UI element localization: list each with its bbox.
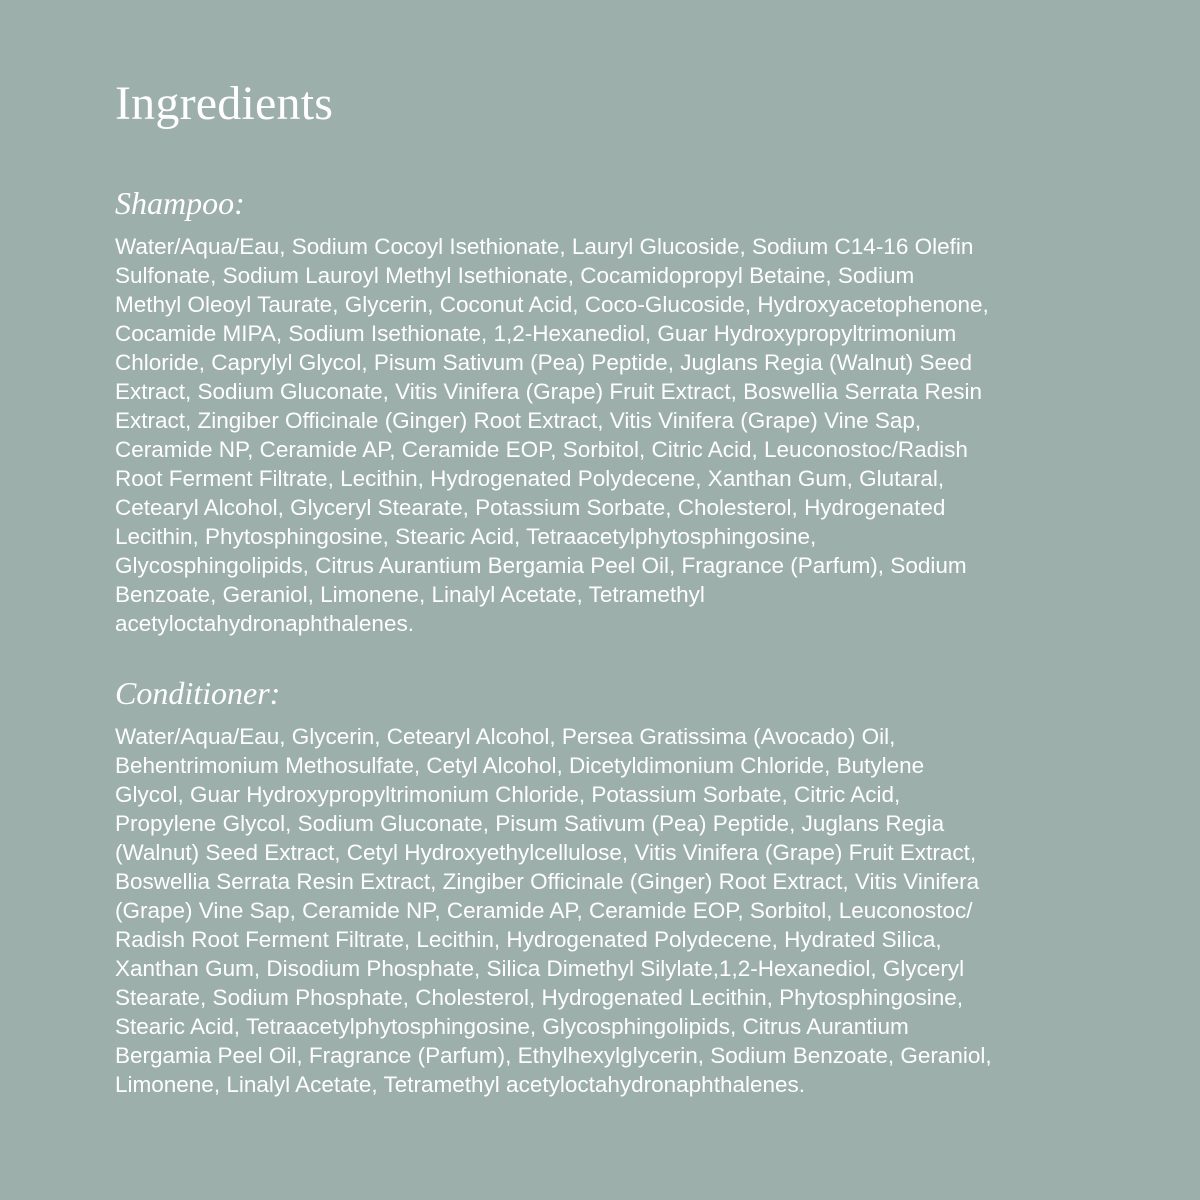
ingredient-line: Bergamia Peel Oil, Fragrance (Parfum), Ethylhexylglycerin, Sodium Benzoate, Geraniol,	[115, 1043, 992, 1068]
ingredient-line: Root Ferment Filtrate, Lecithin, Hydrogenated Polydecene, Xanthan Gum, Glutaral,	[115, 466, 945, 491]
ingredient-line: Benzoate, Geraniol, Limonene, Linalyl Acetate, Tetramethyl	[115, 582, 705, 607]
ingredient-line: Extract, Zingiber Officinale (Ginger) Root Extract, Vitis Vinifera (Grape) Vine Sap,	[115, 408, 922, 433]
page-title: Ingredients	[115, 77, 334, 130]
ingredient-line: (Grape) Vine Sap, Ceramide NP, Ceramide AP, Ceramide EOP, Sorbitol, Leuconostoc/	[115, 898, 973, 923]
ingredient-line: acetyloctahydronaphthalenes.	[115, 611, 414, 636]
ingredient-line: Behentrimonium Methosulfate, Cetyl Alcohol, Dicetyldimonium Chloride, Butylene	[115, 753, 925, 778]
ingredient-line: Ceramide NP, Ceramide AP, Ceramide EOP, Sorbitol, Citric Acid, Leuconostoc/Radish	[115, 437, 968, 462]
ingredient-line: Methyl Oleoyl Taurate, Glycerin, Coconut Acid, Coco-Glucoside, Hydroxyacetophenone,	[115, 292, 989, 317]
ingredient-line: Limonene, Linalyl Acetate, Tetramethyl acetyloctahydronaphthalenes.	[115, 1072, 806, 1097]
ingredient-line: (Walnut) Seed Extract, Cetyl Hydroxyethylcellulose, Vitis Vinifera (Grape) Fruit Extract,	[115, 840, 977, 865]
ingredient-line: Radish Root Ferment Filtrate, Lecithin, Hydrogenated Polydecene, Hydrated Silica,	[115, 927, 942, 952]
ingredient-line: Boswellia Serrata Resin Extract, Zingiber Officinale (Ginger) Root Extract, Vitis Vinifera	[115, 869, 980, 894]
shampoo-ingredients	[115, 232, 1105, 638]
ingredient-line: Cocamide MIPA, Sodium Isethionate, 1,2-Hexanediol, Guar Hydroxypropyltrimonium	[115, 321, 957, 346]
ingredient-line: Glycosphingolipids, Citrus Aurantium Bergamia Peel Oil, Fragrance (Parfum), Sodium	[115, 553, 967, 578]
ingredient-line: Extract, Sodium Gluconate, Vitis Vinifera (Grape) Fruit Extract, Boswellia Serrata Resin	[115, 379, 983, 404]
conditioner-heading: Conditioner:	[115, 675, 281, 711]
ingredient-line: Stearic Acid, Tetraacetylphytosphingosine, Glycosphingolipids, Citrus Aurantium	[115, 1014, 909, 1039]
ingredient-line: Glycol, Guar Hydroxypropyltrimonium Chloride, Potassium Sorbate, Citric Acid,	[115, 782, 901, 807]
ingredient-line: Water/Aqua/Eau, Glycerin, Cetearyl Alcohol, Persea Gratissima (Avocado) Oil,	[115, 724, 896, 749]
ingredient-line: Lecithin, Phytosphingosine, Stearic Acid, Tetraacetylphytosphingosine,	[115, 524, 817, 549]
ingredient-line: Water/Aqua/Eau, Sodium Cocoyl Isethionate, Lauryl Glucoside, Sodium C14-16 Olefin	[115, 234, 974, 259]
ingredient-line: Propylene Glycol, Sodium Gluconate, Pisum Sativum (Pea) Peptide, Juglans Regia	[115, 811, 945, 836]
ingredient-line: Cetearyl Alcohol, Glyceryl Stearate, Potassium Sorbate, Cholesterol, Hydrogenated	[115, 495, 946, 520]
conditioner-ingredients	[115, 722, 1105, 1099]
ingredient-line: Stearate, Sodium Phosphate, Cholesterol, Hydrogenated Lecithin, Phytosphingosine,	[115, 985, 964, 1010]
ingredient-line: Chloride, Caprylyl Glycol, Pisum Sativum (Pea) Peptide, Juglans Regia (Walnut) Seed	[115, 350, 973, 375]
ingredient-line: Xanthan Gum, Disodium Phosphate, Silica Dimethyl Silylate,1,2-Hexanediol, Glyceryl	[115, 956, 965, 981]
ingredient-line: Sulfonate, Sodium Lauroyl Methyl Isethionate, Cocamidopropyl Betaine, Sodium	[115, 263, 915, 288]
shampoo-heading: Shampoo:	[115, 185, 245, 221]
